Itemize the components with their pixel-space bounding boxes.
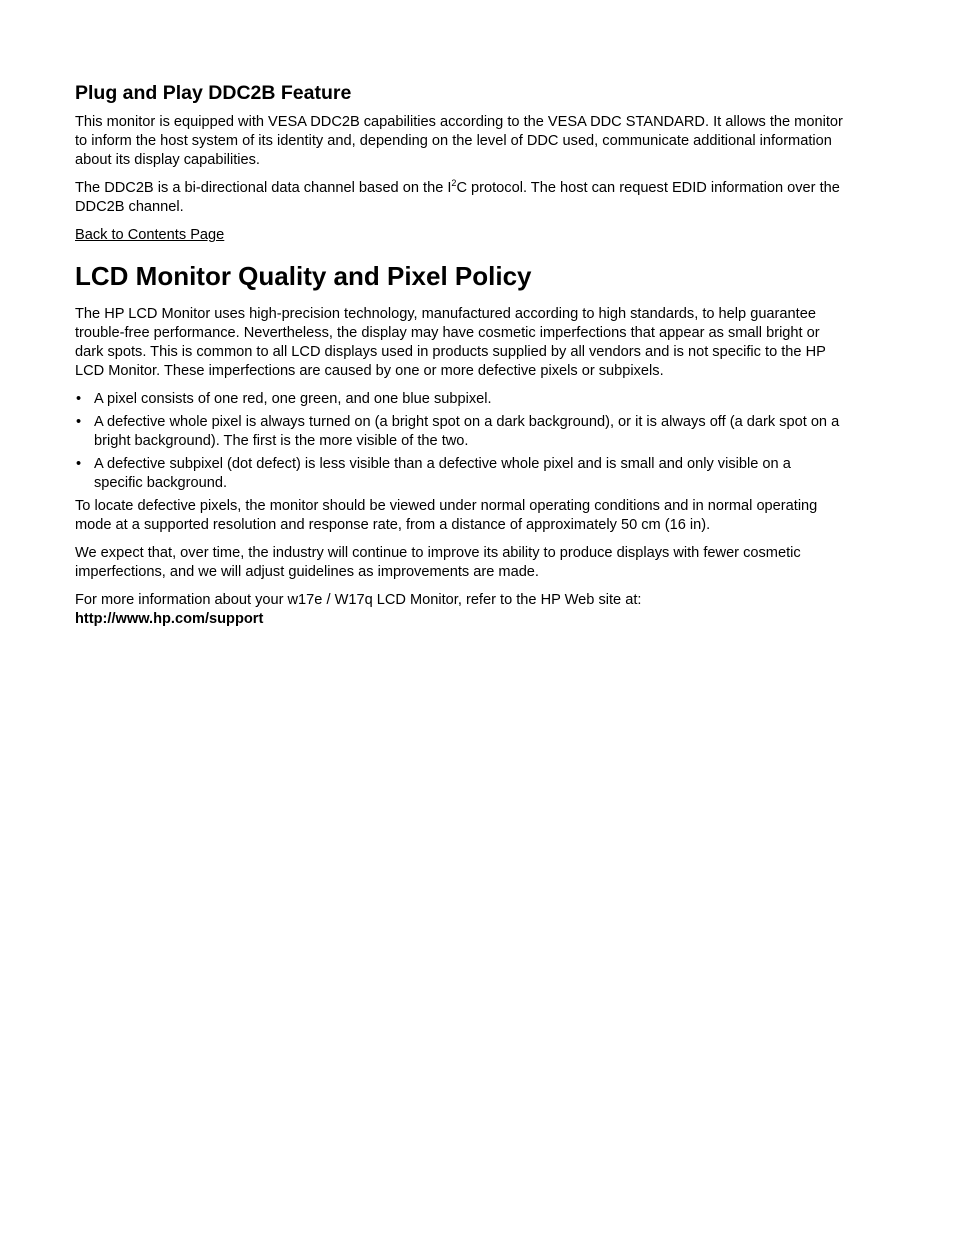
list-item-text: A defective subpixel (dot defect) is less visible than a defective whole pixel and is small and only visible on a specific background.: [94, 455, 791, 491]
ddc2b-paragraph-2-start: The DDC2B is a bi-directional data channel based on the I: [75, 180, 452, 197]
list-item-text: A defective whole pixel is always turned on (a bright spot on a dark background), or it is always off (a dark spot on a bright background). The first is the more visible of the two.: [94, 413, 840, 449]
pixel-policy-intro: The HP LCD Monitor uses high-precision technology, manufactured according to high standards, to help guarantee trouble-free performance. Nevertheless, the display may have cosmetic imperfections that appear as small bright or dark spots. This is common to all LCD displays used in products supplied by all vendors and is not specific to the HP LCD Monitor. These imperfections are caused by one or more defective pixels or subpixels.: [75, 305, 826, 379]
pixel-policy-heading: LCD Monitor Quality and Pixel Policy: [75, 261, 532, 292]
bullet-icon: •: [76, 455, 82, 472]
support-url: http://www.hp.com/support: [75, 610, 264, 627]
back-to-contents-link[interactable]: Back to Contents Page: [75, 227, 225, 244]
list-item-text: A pixel consists of one red, one green, and one blue subpixel.: [94, 390, 492, 407]
ddc2b-paragraph-2-end: C protocol. The host can request EDID information over the DDC2B channel.: [75, 180, 840, 216]
pixel-defect-list: [75, 390, 843, 493]
list-item: [75, 455, 843, 493]
industry-expectation-paragraph: We expect that, over time, the industry will continue to improve its ability to produce displays with fewer cosmetic imperfections, and we will adjust guidelines as improvements are made.: [75, 544, 801, 580]
list-item: [75, 390, 843, 409]
ddc2b-paragraph-1: This monitor is equipped with VESA DDC2B capabilities according to the VESA DDC STANDARD. It allows the monitor to inform the host system of its identity and, depending on the level of DDC used, communicate additional information about its display capabilities.: [75, 114, 843, 169]
bullet-icon: •: [76, 390, 82, 407]
more-info-paragraph: [75, 591, 843, 629]
i2c-superscript: 2: [451, 178, 457, 189]
bullet-icon: •: [76, 413, 82, 430]
ddc2b-heading: Plug and Play DDC2B Feature: [75, 82, 352, 104]
document-page: [75, 82, 843, 638]
list-item: [75, 413, 843, 451]
ddc2b-paragraph-2: [75, 179, 843, 217]
locate-defects-paragraph: To locate defective pixels, the monitor should be viewed under normal operating conditions and in normal operating mode at a supported resolution and response rate, from a distance of approximately 50 cm (16 in).: [75, 497, 818, 533]
more-info-text: For more information about your w17e / W17q LCD Monitor, refer to the HP Web site at:: [75, 591, 642, 608]
